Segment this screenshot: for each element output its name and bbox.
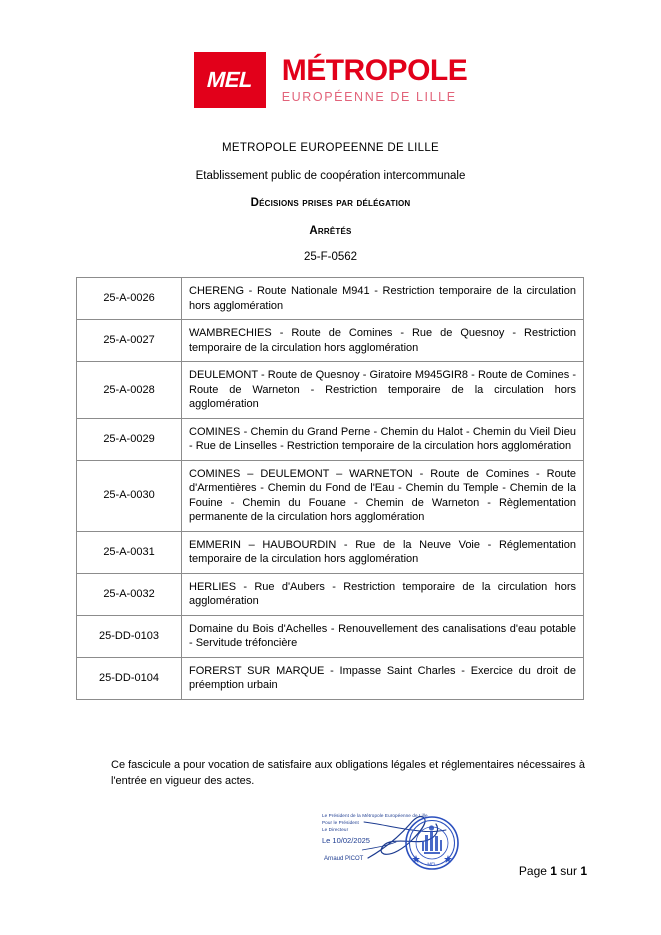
logo-title: MÉTROPOLE: [281, 54, 468, 88]
signature-line-3: Le Directeur: [322, 827, 349, 833]
decision-reference: 25-A-0030: [77, 460, 182, 531]
signature-line-1: Le Président de la Métropole Européenne de Lille: [322, 813, 428, 818]
decision-description: WAMBRECHIES - Route de Comines - Rue de Quesnoy - Restriction temporaire de la circulation hors agglomération: [182, 320, 584, 362]
decision-description: COMINES – DEULEMONT – WARNETON - Route de Comines - Route d'Armentières - Chemin du Fond de l'Eau - Chemin du Temple - Chemin de la Fouine - Chemin du Fouane - Chemin de Warneton - Règlementation permanente de la circulation hors agglomération: [182, 460, 584, 531]
official-seal-stamp-icon: [404, 815, 460, 871]
footer-note: Ce fascicule a pour vocation de satisfaire aux obligations légales et réglementaires nécessaires à l'entrée en vigueur des actes.: [111, 759, 585, 787]
act-type-heading: Arrêtés: [309, 225, 352, 237]
page-label-prefix: Page: [518, 864, 551, 878]
logo-wordmark: [282, 56, 468, 104]
table-row: [77, 460, 584, 531]
signature-date: Le 10/02/2025: [322, 836, 370, 845]
entity-type: Etablissement public de coopération intercommunale: [195, 170, 466, 182]
table-row: [77, 573, 584, 615]
table-row: [77, 362, 584, 419]
page-label-middle: sur: [556, 864, 581, 878]
page-number: [519, 864, 587, 878]
signatory-name: Arnaud PICOT: [324, 856, 364, 862]
logo-inner: [194, 52, 468, 108]
table-row: [77, 320, 584, 362]
decision-reference: 25-A-0031: [77, 531, 182, 573]
table-row: [77, 278, 584, 320]
mel-logo-mark-text: MEL: [206, 67, 253, 92]
decision-description: FORERST SUR MARQUE - Impasse Saint Charles - Exercice du droit de préemption urbain: [182, 657, 584, 699]
table-row: [77, 657, 584, 699]
decision-description: DEULEMONT - Route de Quesnoy - Giratoire M945GIR8 - Route de Comines - Route de Warneton - Restriction temporaire de la circulation hors agglomération: [182, 362, 584, 419]
decision-reference: 25-A-0029: [77, 418, 182, 460]
decisions-table: [76, 277, 584, 700]
mel-logo-mark-icon: [194, 52, 266, 108]
decision-type-heading: Décisions prises par délégation: [250, 197, 411, 209]
logo-subtitle: EUROPÉENNE DE LILLE: [281, 90, 457, 105]
table-row: [77, 418, 584, 460]
decision-reference: 25-A-0028: [77, 362, 182, 419]
decision-reference: 25-A-0026: [77, 278, 182, 320]
decision-description: EMMERIN – HAUBOURDIN - Rue de la Neuve Voie - Réglementation temporaire de la circulation hors agglomération: [182, 531, 584, 573]
table-row: [77, 615, 584, 657]
decision-reference: 25-DD-0104: [77, 657, 182, 699]
page-current: 1: [550, 864, 557, 878]
decision-description: CHERENG - Route Nationale M941 - Restriction temporaire de la circulation hors agglomération: [182, 278, 584, 320]
decision-description: Domaine du Bois d'Achelles - Renouvellement des canalisations d'eau potable - Servitude tréfoncière: [182, 615, 584, 657]
decision-reference: 25-DD-0103: [77, 615, 182, 657]
document-reference: 25-F-0562: [303, 251, 358, 263]
signature-block: [322, 812, 482, 872]
mel-logo: [0, 52, 661, 108]
page-total: 1: [580, 864, 587, 878]
decision-description: HERLIES - Rue d'Aubers - Restriction temporaire de la circulation hors agglomération: [182, 573, 584, 615]
decision-reference: 25-A-0032: [77, 573, 182, 615]
decisions-table-body: [77, 278, 584, 700]
decision-description: COMINES - Chemin du Grand Perne - Chemin du Halot - Chemin du Vieil Dieu - Rue de Linselles - Restriction temporaire de la circulation hors agglomération: [182, 418, 584, 460]
organisation-name: METROPOLE EUROPEENNE DE LILLE: [221, 142, 440, 154]
decision-reference: 25-A-0027: [77, 320, 182, 362]
svg-text:MEL: MEL: [427, 861, 437, 867]
signature-line-2: Pour le Président: [322, 820, 359, 826]
table-row: [77, 531, 584, 573]
